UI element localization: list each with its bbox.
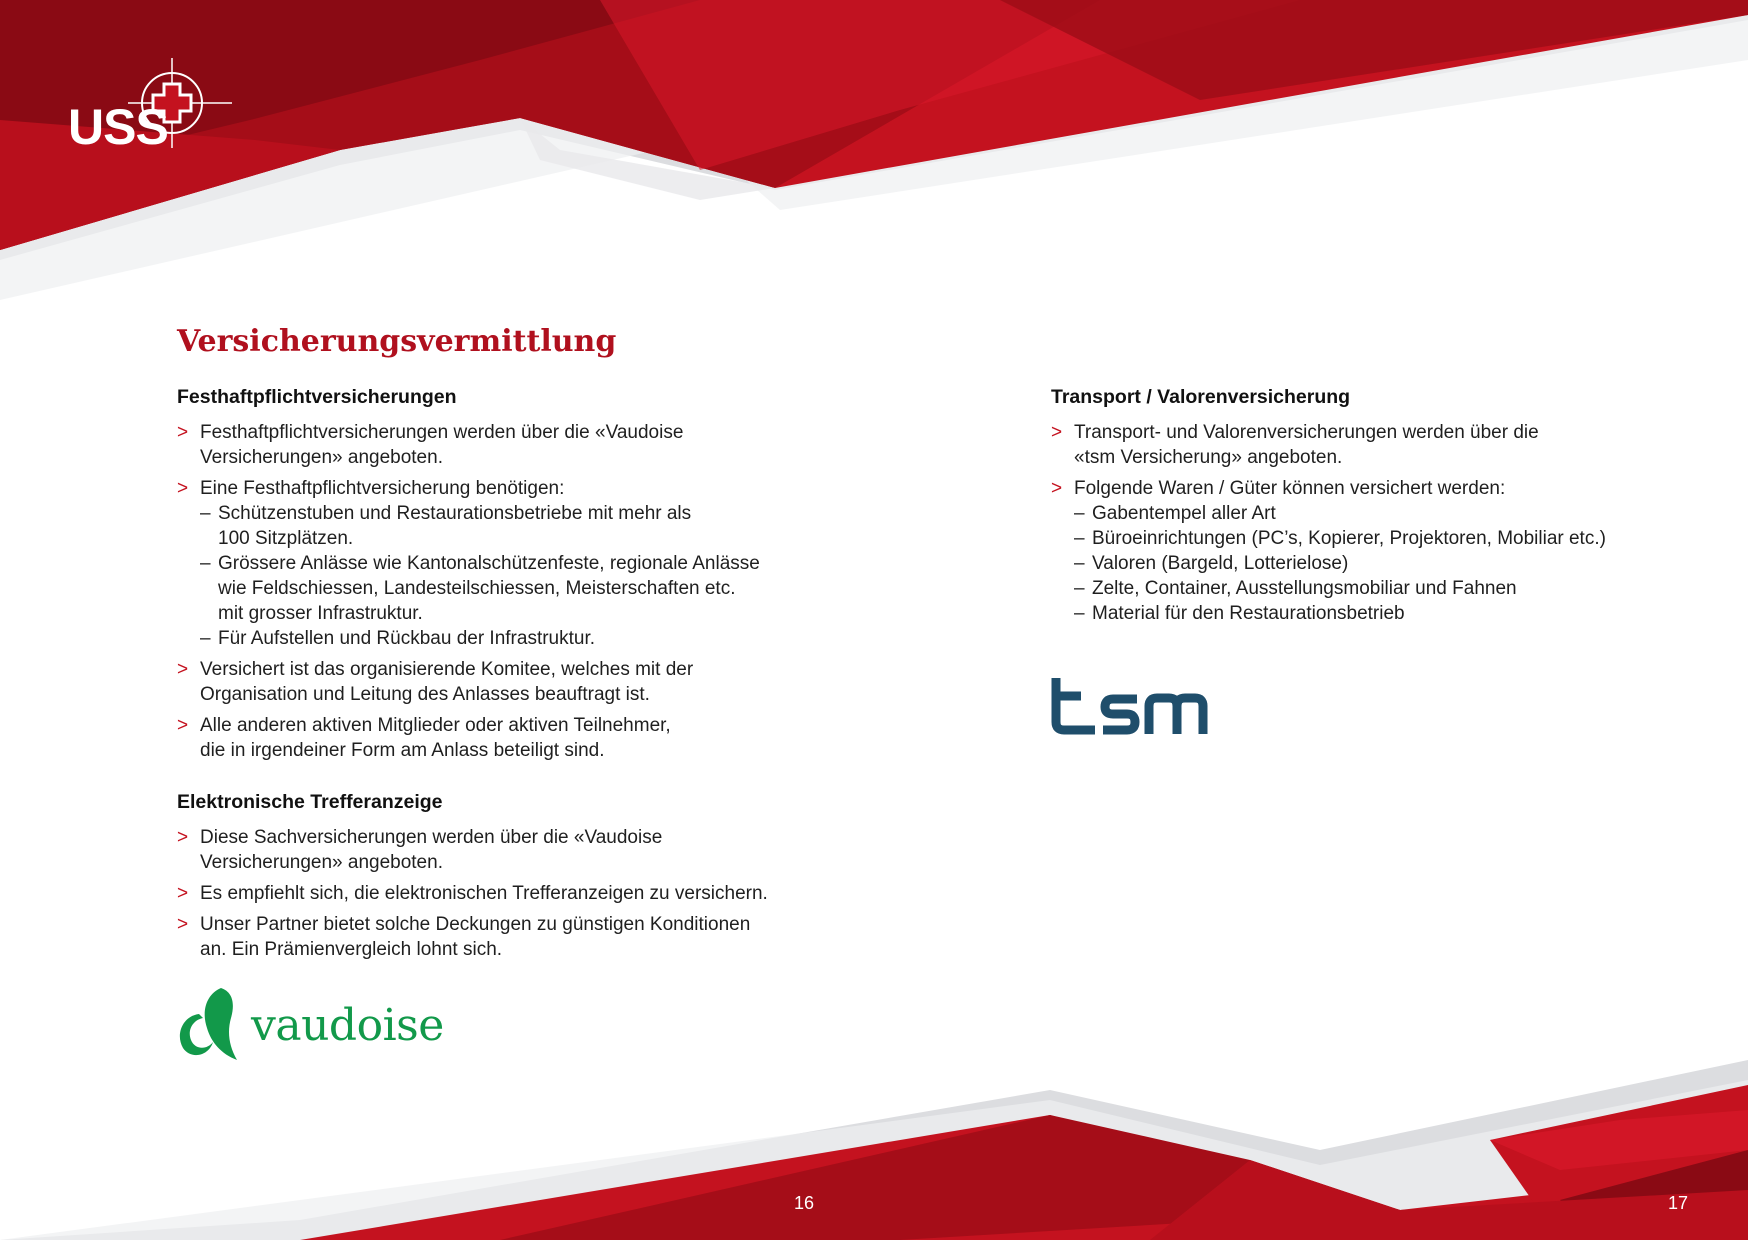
bullet-item: [177, 825, 817, 875]
page-number-left: 16: [794, 1193, 815, 1213]
bullet-arrow: >: [177, 422, 189, 443]
bullet-line: Alle anderen aktiven Mitglieder oder aktiven Teilnehmer,: [200, 715, 671, 736]
sub-line: 100 Sitzplätzen.: [218, 528, 354, 549]
sub-item: [1074, 576, 1691, 601]
header-banner-graphic: [0, 0, 1748, 310]
bullet-item: [1051, 476, 1691, 626]
page-title: Versicherungsvermittlung: [177, 324, 617, 359]
uss-logo-text: USS: [68, 99, 168, 155]
sub-line: Für Aufstellen und Rückbau der Infrastruktur.: [218, 628, 596, 649]
bullet-item: [177, 881, 817, 906]
sub-line: Zelte, Container, Ausstellungsmobiliar und Fahnen: [1092, 578, 1517, 599]
sub-line: Schützenstuben und Restaurationsbetriebe mit mehr als: [218, 503, 692, 524]
bullet-line: Eine Festhaftpflichtversicherung benötigen:: [200, 478, 565, 499]
bullet-item: [177, 476, 817, 651]
page-number-right: 17: [1668, 1193, 1689, 1213]
bullet-arrow: >: [177, 914, 189, 935]
sub-dash: –: [200, 553, 211, 574]
bullet-arrow: >: [177, 715, 189, 736]
sub-item: [1074, 501, 1691, 526]
section-heading: Transport / Valorenversicherung: [1051, 386, 1351, 408]
tsm-logo: [1051, 676, 1211, 736]
bullet-line: «tsm Versicherung» angeboten.: [1074, 447, 1343, 468]
sub-line: mit grosser Infrastruktur.: [218, 603, 423, 624]
sub-line: Büroeinrichtungen (PC’s, Kopierer, Projektoren, Mobiliar etc.): [1092, 528, 1606, 549]
bullet-line: Organisation und Leitung des Anlasses beauftragt ist.: [200, 684, 650, 705]
bullet-line: Es empfiehlt sich, die elektronischen Trefferanzeigen zu versichern.: [200, 883, 768, 904]
bullet-item: [177, 912, 817, 962]
sub-line: Gabentempel aller Art: [1092, 503, 1276, 524]
sub-item: [200, 626, 817, 651]
bullet-line: Versichert ist das organisierende Komitee, welches mit der: [200, 659, 694, 680]
uss-logo: [68, 56, 238, 156]
section: [177, 789, 817, 962]
bullet-line: Transport- und Valorenversicherungen werden über die: [1074, 422, 1539, 443]
sub-dash: –: [200, 628, 211, 649]
tsm-logo-mark: [1051, 676, 1211, 736]
sub-item: [1074, 526, 1691, 551]
sub-dash: –: [1074, 503, 1085, 524]
sub-line: Grössere Anlässe wie Kantonalschützenfeste, regionale Anlässe: [218, 553, 760, 574]
bullet-line: die in irgendeiner Form am Anlass beteiligt sind.: [200, 740, 605, 761]
bullet-item: [1051, 420, 1691, 470]
bullet-line: Versicherungen» angeboten.: [200, 852, 443, 873]
sub-item: [1074, 601, 1691, 626]
sub-line: Valoren (Bargeld, Lotterielose): [1092, 553, 1349, 574]
bullet-line: an. Ein Prämienvergleich lohnt sich.: [200, 939, 503, 960]
footer-banner-graphic: [0, 1000, 1748, 1240]
bullet-arrow: >: [1051, 422, 1063, 443]
sub-line: wie Feldschiessen, Landesteilschiessen, Meisterschaften etc.: [218, 578, 736, 599]
bullet-line: Festhaftpflichtversicherungen werden über die «Vaudoise: [200, 422, 684, 443]
vaudoise-logo-text: vaudoise: [251, 1000, 444, 1051]
section-heading: Elektronische Trefferanzeige: [177, 791, 443, 813]
bullet-item: [177, 420, 817, 470]
sub-line: Material für den Restaurationsbetrieb: [1092, 603, 1405, 624]
section: [177, 384, 817, 763]
bullet-line: Unser Partner bietet solche Deckungen zu günstigen Konditionen: [200, 914, 751, 935]
sub-dash: –: [1074, 553, 1085, 574]
bullet-arrow: >: [177, 883, 189, 904]
sub-dash: –: [1074, 603, 1085, 624]
bullet-item: [177, 657, 817, 707]
sub-item: [200, 551, 817, 626]
right-column: [1051, 384, 1691, 652]
bullet-arrow: >: [177, 659, 189, 680]
bullet-line: Folgende Waren / Güter können versichert werden:: [1074, 478, 1506, 499]
sub-item: [1074, 551, 1691, 576]
section-heading: Festhaftpflichtversicherungen: [177, 386, 457, 408]
sub-dash: –: [1074, 578, 1085, 599]
sub-dash: –: [200, 503, 211, 524]
bullet-line: Versicherungen» angeboten.: [200, 447, 443, 468]
section: [1051, 384, 1691, 626]
bullet-arrow: >: [177, 827, 189, 848]
sub-dash: –: [1074, 528, 1085, 549]
left-column: [177, 384, 817, 988]
sub-item: [200, 501, 817, 551]
bullet-arrow: >: [1051, 478, 1063, 499]
bullet-item: [177, 713, 817, 763]
bullet-arrow: >: [177, 478, 189, 499]
bullet-line: Diese Sachversicherungen werden über die «Vaudoise: [200, 827, 663, 848]
